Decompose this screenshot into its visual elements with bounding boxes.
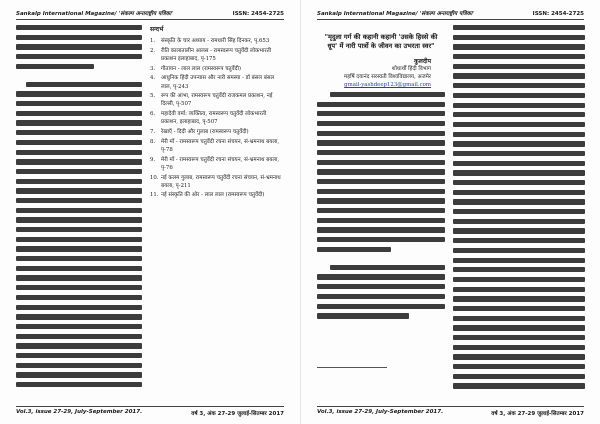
reference-text: रूप की आभा, रामस्वरूप चतुर्वेदी राजकमल प्रकाशन, नई दिल्ली, पृ-507	[161, 93, 273, 108]
reference-number: 7.	[150, 129, 156, 136]
reference-text: नई संस्कृति की ओर - लाल लाल (रामस्वरूप चतुर्वेदी)	[161, 192, 265, 199]
article-title: "मृदुला गर्ग की कहानी कहानी 'उसके हिस्से की धूप' में नारी पात्रों के जीवन का उभरता स्वर"	[324, 33, 438, 50]
references-column	[150, 25, 284, 402]
reference-text: संस्कृति के चार अध्याय - रामधारी सिंह दिनकर, पृ.653	[161, 38, 270, 44]
volume-info: Vol.3, issue 27-29, July-September 2017.	[317, 409, 444, 415]
journal-name: Sankalp International Magazine/ 'संकल्प अन्तराष्ट्रीय पत्रिका'	[317, 11, 474, 17]
references-list	[150, 37, 284, 200]
reference-item	[150, 74, 284, 90]
footnote-rule	[317, 367, 387, 368]
reference-number: 6.	[150, 111, 156, 118]
reference-item	[150, 110, 284, 126]
reference-number: 2.	[150, 47, 156, 54]
reference-text: गीतायन - लाल लाल (रामस्वरूप चतुर्वेदी)	[161, 65, 241, 72]
reference-number: 8.	[150, 138, 156, 145]
reference-number: 3.	[150, 65, 156, 72]
reference-item	[150, 37, 284, 45]
reference-text: मेरी माँ - रामस्वरूप चतुर्वेदी रचना संचयन, सं-भ्रमनाथ बयला, पृ-76	[161, 156, 280, 171]
reference-text: आधुनिक हिंदी उपन्यास और नारी समस्या - डॉ बंसल बंसल लाल, पृ-243	[161, 75, 275, 90]
reference-item	[150, 191, 284, 199]
reference-number: 5.	[150, 93, 156, 100]
reference-text: महादेवी वर्मा: व्यक्तित्व, रामस्वरूप चतुर्वेदी लोकभारती प्रकाशन, इलाहाबाद, पृ-507	[161, 111, 267, 126]
reference-text: रेखाएँ - दिदी और गुलाब (रामस्वरूप चतुर्वेदी)	[161, 129, 249, 136]
reference-item	[150, 156, 284, 172]
volume-info-hindi: वर्ष 3, अंक 27-29 जुलाई-सितम्बर 2017	[191, 411, 284, 417]
page-header	[317, 4, 584, 20]
references-heading: सन्दर्भ	[150, 26, 164, 33]
right-page	[300, 0, 600, 424]
affiliation-university: महर्षि दयानंद सरस्वती विश्वविद्यालय, अजमेर	[343, 74, 431, 81]
reference-number: 1.	[150, 38, 156, 44]
affiliation-dept: शोधार्थी हिंदी विभाग	[391, 66, 431, 72]
issn: ISSN: 2454-2725	[232, 11, 284, 17]
reference-item	[150, 174, 284, 190]
issn: ISSN: 2454-2725	[532, 11, 584, 17]
page-footer	[16, 406, 284, 420]
reference-item	[150, 65, 284, 73]
volume-info-hindi: वर्ष 3, अंक 27-29 जुलाई-सितम्बर 2017	[491, 411, 584, 417]
page-header	[16, 4, 284, 20]
left-body-column	[16, 25, 142, 402]
reference-number: 4.	[150, 75, 156, 82]
reference-text: रीति कालातालीन आलस - रामस्वरूप चतुर्वेदी लोकभारती प्रकाशन इलाहाबाद, पृ-175	[161, 47, 272, 62]
article-column-2	[453, 25, 585, 402]
page-footer	[317, 406, 584, 420]
reference-item	[150, 138, 284, 154]
reference-text: नई कलम गुलाब, रामस्वरूप चतुर्वेदी रचना संचयन, सं-भ्रमनाथ बयला, पृ-211	[161, 174, 281, 189]
reference-item	[150, 128, 284, 136]
reference-number: 11.	[150, 192, 159, 199]
author-name: कुलदीप	[414, 58, 431, 65]
volume-info: Vol.3, issue 27-29, July-September 2017.	[16, 409, 143, 415]
reference-item	[150, 47, 284, 63]
article-column-1	[317, 25, 445, 402]
reference-number: 9.	[150, 156, 156, 163]
reference-item	[150, 92, 284, 108]
author-email[interactable]: gmail-yashdeep123@gmail.com	[344, 81, 431, 88]
reference-number: 10.	[150, 174, 159, 181]
reference-text: मेरी माँ - रामस्वरूप चतुर्वेदी रचना संचयन, सं-भ्रमनाथ बयला, पृ-78	[161, 138, 280, 153]
journal-name: Sankalp International Magazine/ 'संकल्प अन्तराष्ट्रीय पत्रिका'	[16, 11, 173, 17]
